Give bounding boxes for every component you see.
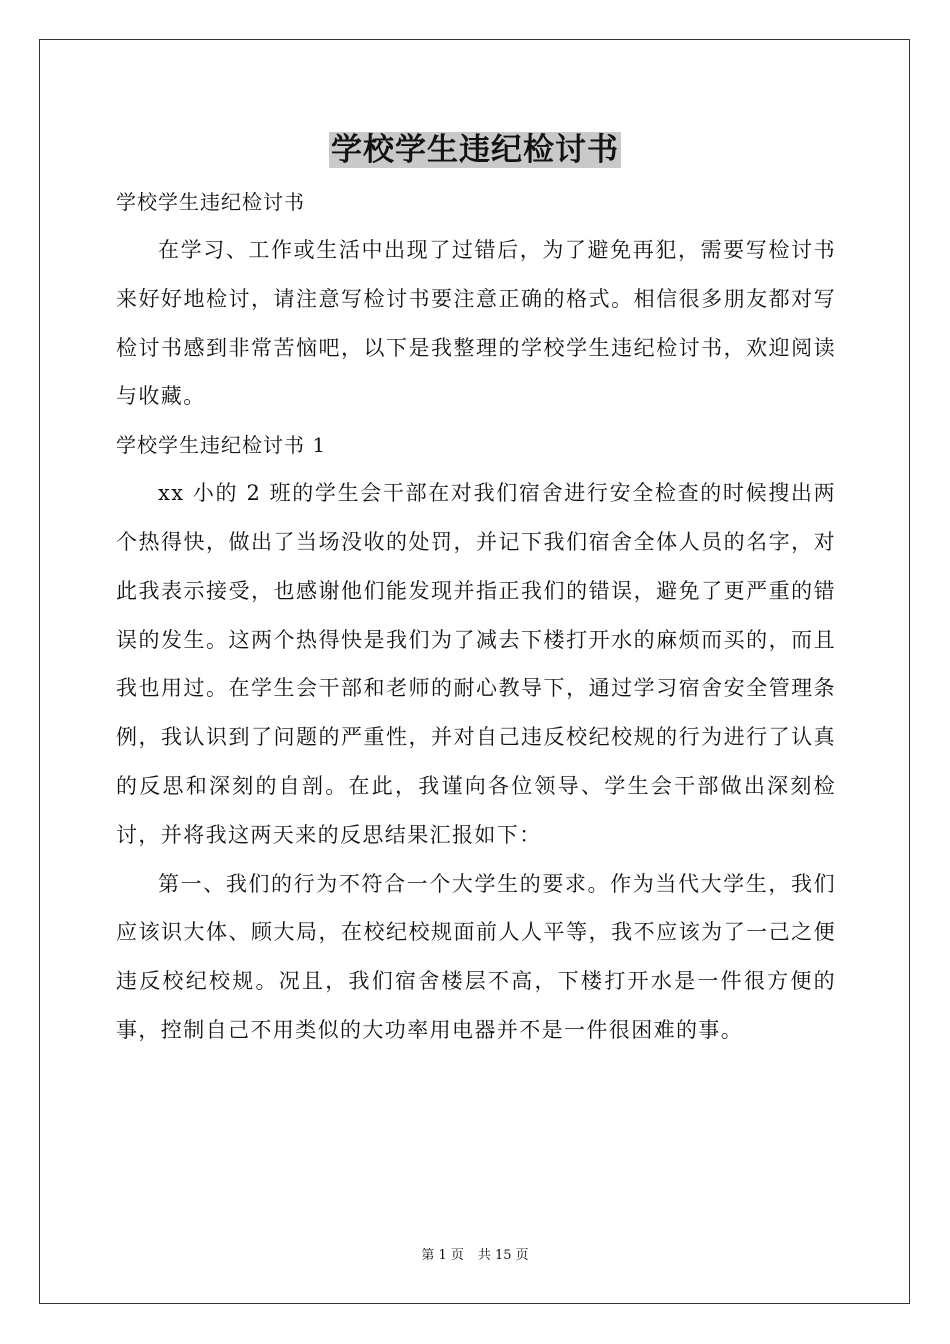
document-title-text: 学校学生违纪检讨书: [331, 132, 619, 168]
section-heading: 学校学生违纪检讨书 1: [116, 433, 327, 458]
body-paragraph-1: xx 小的 2 班的学生会干部在对我们宿舍进行安全检查的时候搜出两个热得快，做出了当场没收的处罚，并记下我们宿舍全体人员的名字，对此我表示接受，也感谢他们能发现并指正我们的错误，避免了更严重的错误的发生。这两个热得快是我们为了减去下楼打开水的麻烦而买的，而且我也用过。在学生会干部和老师的耐心教导下，通过学习宿舍安全管理条例，我认识到了问题的严重性，并对自己违反校纪校规的行为进行了认真的反思和深刻的自剖。在此，我谨向各位领导、学生会干部做出深刻检讨，并将我这两天来的反思结果汇报如下：: [116, 481, 836, 847]
intro-paragraph: 在学习、工作或生活中出现了过错后，为了避免再犯，需要写检讨书来好好地检讨，请注意写检讨书要注意正确的格式。相信很多朋友都对写检讨书感到非常苦恼吧，以下是我整理的学校学生违纪检讨书，欢迎阅读与收藏。: [116, 238, 836, 409]
document-title: [0, 128, 950, 172]
page-number-current: 第 1 页: [421, 1248, 464, 1263]
document-subtitle: 学校学生违纪检讨书: [116, 190, 305, 214]
body-paragraph-2: 第一、我们的行为不符合一个大学生的要求。作为当代大学生，我们应该识大体、顾大局，在校纪校规面前人人平等，我不应该为了一己之便违反校纪校规。况且，我们宿舍楼层不高，下楼打开水是一件很方便的事，控制自己不用类似的大功率用电器并不是一件很困难的事。: [116, 871, 836, 1042]
document-body: [116, 178, 836, 1055]
page-number-total: 共 15 页: [477, 1248, 529, 1263]
page-footer: [0, 1247, 950, 1265]
